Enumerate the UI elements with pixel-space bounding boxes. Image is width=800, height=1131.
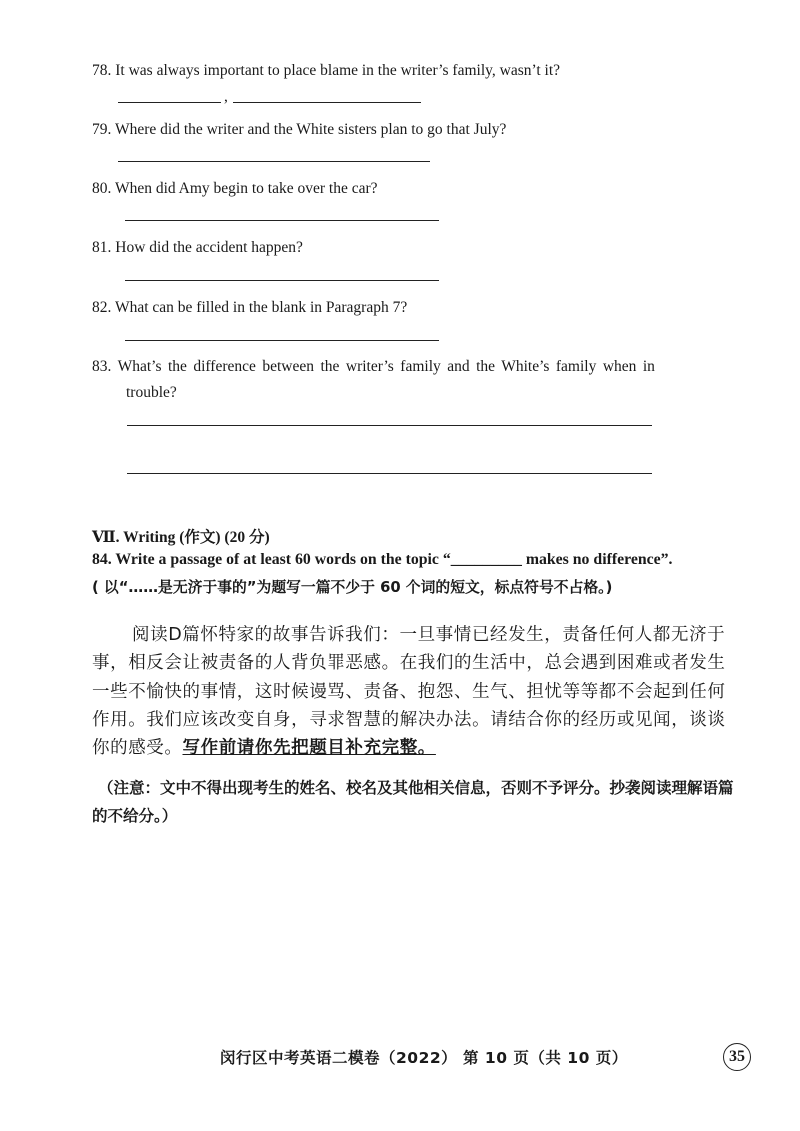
writing-instructions-text: 阅读D篇怀特家的故事告诉我们：一旦事情已经发生，责备任何人都无济于事，相反会让被责备的人背负罪恶感。在我们的生活中，总会遇到困难或者发生一些不愉快的事情，这时候谩骂、责备、抱怨、生气、担忧等等都不会起到任何作用。我们应该改变自身，寻求智慧的解决办法。请结合你的经历或见闻，谈谈你的感受。 [92,625,726,759]
question-79: 79. Where did the writer and the White sisters plan to go that July? [92,121,507,138]
writing-instructions [92,621,734,762]
answer-line-83b[interactable] [127,473,652,474]
q78-comma: , [224,88,228,105]
writing-instructions-emphasis: 写作前请你先把题目补充完整。 [182,738,436,759]
writing-prompt-cn: ( 以“……是无济于事的”为题写一篇不少于 60 个词的短文，标点符号不占格。) [92,579,613,596]
answer-line-81[interactable] [125,280,439,281]
question-83: 83. What’s the difference between the writer’s family and the White’s family when in [92,358,655,375]
answer-line-82[interactable] [125,340,439,341]
question-81: 81. How did the accident happen? [92,239,303,256]
writing-note: （注意：文中不得出现考生的姓名、校名及其他相关信息，否则不予评分。抄袭阅读理解语篇的不给分。） [92,779,734,825]
page-badge: 35 [723,1043,751,1071]
writing-prompt [92,551,673,569]
question-82: 82. What can be filled in the blank in Paragraph 7? [92,299,408,316]
question-80: 80. When did Amy begin to take over the car? [92,180,378,197]
section-title-writing: Ⅶ. Writing (作文) (20 分) [92,529,270,546]
answer-line-80[interactable] [125,220,439,221]
writing-prompt-blank[interactable]: _________ [450,551,522,568]
answer-line-78b[interactable] [233,102,421,103]
writing-prompt-prefix: 84. Write a passage of at least 60 words on the topic “ [92,551,451,568]
question-83-cont: trouble? [126,384,177,401]
writing-prompt-suffix: makes no difference”. [521,551,673,568]
answer-line-78a[interactable] [118,102,221,103]
answer-line-83a[interactable] [127,425,652,426]
page-footer: 闵行区中考英语二模卷（2022） 第 10 页（共 10 页） [220,1049,628,1067]
question-78: 78. It was always important to place blame in the writer’s family, wasn’t it? [92,62,561,79]
answer-line-79[interactable] [118,161,430,162]
